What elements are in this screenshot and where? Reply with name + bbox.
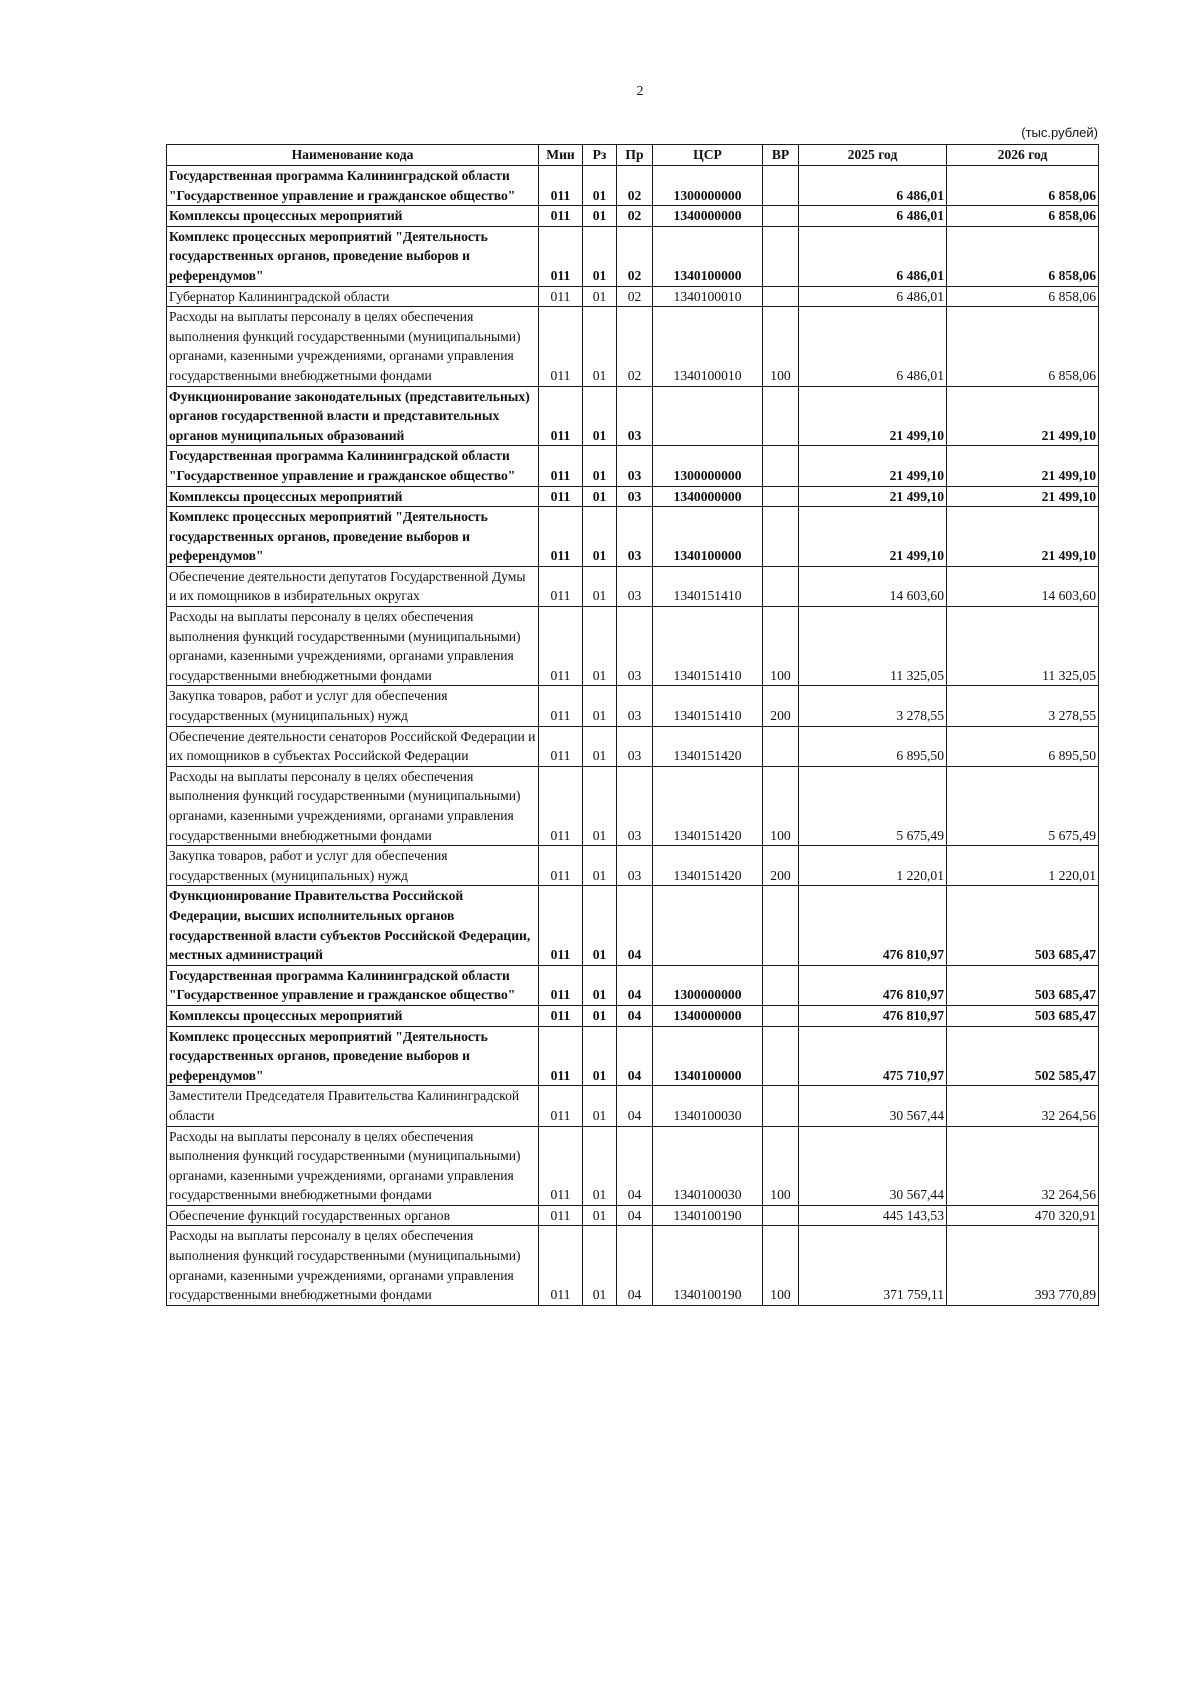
cell-name: Заместители Председателя Правительства Калининградской области <box>167 1086 539 1126</box>
cell-vr: 200 <box>763 686 799 726</box>
table-row <box>167 206 1099 227</box>
cell-2025: 21 499,10 <box>799 486 947 507</box>
cell-2026: 21 499,10 <box>947 446 1099 486</box>
cell-pr: 03 <box>617 686 653 726</box>
cell-csr: 1340100030 <box>653 1126 763 1205</box>
cell-pr: 03 <box>617 486 653 507</box>
cell-2026: 21 499,10 <box>947 486 1099 507</box>
table-row <box>167 226 1099 286</box>
cell-rz: 01 <box>583 206 617 227</box>
table-row <box>167 566 1099 606</box>
cell-rz: 01 <box>583 1226 617 1305</box>
table-row <box>167 726 1099 766</box>
cell-pr: 04 <box>617 1026 653 1086</box>
cell-name: Закупка товаров, работ и услуг для обеспечения государственных (муниципальных) нужд <box>167 846 539 886</box>
cell-2026: 6 858,06 <box>947 166 1099 206</box>
cell-2025: 1 220,01 <box>799 846 947 886</box>
cell-pr: 04 <box>617 1205 653 1226</box>
cell-pr: 03 <box>617 566 653 606</box>
cell-min: 011 <box>539 166 583 206</box>
cell-min: 011 <box>539 446 583 486</box>
cell-min: 011 <box>539 286 583 307</box>
cell-name: Комплексы процессных мероприятий <box>167 486 539 507</box>
cell-pr: 02 <box>617 206 653 227</box>
cell-min: 011 <box>539 1205 583 1226</box>
cell-vr <box>763 166 799 206</box>
cell-2025: 6 895,50 <box>799 726 947 766</box>
cell-csr <box>653 386 763 446</box>
cell-pr: 03 <box>617 386 653 446</box>
cell-pr: 02 <box>617 286 653 307</box>
cell-pr: 03 <box>617 726 653 766</box>
cell-name: Губернатор Калининградской области <box>167 286 539 307</box>
cell-rz: 01 <box>583 566 617 606</box>
cell-rz: 01 <box>583 446 617 486</box>
table-row <box>167 1005 1099 1026</box>
cell-min: 011 <box>539 1005 583 1026</box>
cell-rz: 01 <box>583 846 617 886</box>
cell-pr: 03 <box>617 846 653 886</box>
cell-name: Расходы на выплаты персоналу в целях обеспечения выполнения функций государственными (муниципальными) органами, казенными учреждениями, органами управления государственными внебюджетными фондами <box>167 607 539 686</box>
table-row <box>167 1226 1099 1305</box>
cell-csr: 1340100190 <box>653 1226 763 1305</box>
cell-name: Обеспечение деятельности депутатов Государственной Думы и их помощников в избирательных округах <box>167 566 539 606</box>
table-row <box>167 286 1099 307</box>
table-row <box>167 607 1099 686</box>
cell-name: Комплекс процессных мероприятий "Деятельность государственных органов, проведение выборов и референдумов" <box>167 507 539 567</box>
budget-table <box>166 144 1099 1306</box>
cell-2026: 32 264,56 <box>947 1126 1099 1205</box>
cell-rz: 01 <box>583 286 617 307</box>
cell-pr: 03 <box>617 507 653 567</box>
cell-2026: 14 603,60 <box>947 566 1099 606</box>
cell-name: Обеспечение деятельности сенаторов Российской Федерации и их помощников в субъектах Российской Федерации <box>167 726 539 766</box>
unit-note: (тыс.рублей) <box>1021 125 1098 140</box>
cell-2025: 3 278,55 <box>799 686 947 726</box>
cell-2026: 6 858,06 <box>947 226 1099 286</box>
cell-vr: 100 <box>763 1126 799 1205</box>
cell-rz: 01 <box>583 1086 617 1126</box>
cell-rz: 01 <box>583 1005 617 1026</box>
table-row <box>167 1126 1099 1205</box>
cell-min: 011 <box>539 566 583 606</box>
cell-rz: 01 <box>583 507 617 567</box>
cell-name: Комплексы процессных мероприятий <box>167 206 539 227</box>
cell-pr: 02 <box>617 307 653 386</box>
cell-vr <box>763 386 799 446</box>
cell-2025: 21 499,10 <box>799 507 947 567</box>
table-row <box>167 965 1099 1005</box>
cell-name: Государственная программа Калининградской области "Государственное управление и гражданское общество" <box>167 446 539 486</box>
cell-vr <box>763 206 799 227</box>
cell-2025: 6 486,01 <box>799 206 947 227</box>
table-row <box>167 846 1099 886</box>
header-2025: 2025 год <box>799 145 947 166</box>
table-body <box>167 166 1099 1306</box>
cell-pr: 04 <box>617 886 653 965</box>
cell-2026: 502 585,47 <box>947 1026 1099 1086</box>
cell-min: 011 <box>539 607 583 686</box>
cell-2026: 503 685,47 <box>947 965 1099 1005</box>
cell-name: Закупка товаров, работ и услуг для обеспечения государственных (муниципальных) нужд <box>167 686 539 726</box>
cell-name: Обеспечение функций государственных органов <box>167 1205 539 1226</box>
table-row <box>167 766 1099 845</box>
cell-csr: 1340000000 <box>653 1005 763 1026</box>
cell-csr <box>653 886 763 965</box>
cell-vr: 100 <box>763 607 799 686</box>
cell-2025: 21 499,10 <box>799 386 947 446</box>
cell-vr <box>763 486 799 507</box>
cell-2026: 32 264,56 <box>947 1086 1099 1126</box>
cell-min: 011 <box>539 226 583 286</box>
cell-pr: 02 <box>617 166 653 206</box>
cell-min: 011 <box>539 686 583 726</box>
cell-csr: 1300000000 <box>653 166 763 206</box>
cell-min: 011 <box>539 965 583 1005</box>
table-row <box>167 386 1099 446</box>
cell-2026: 6 858,06 <box>947 286 1099 307</box>
cell-min: 011 <box>539 386 583 446</box>
cell-vr <box>763 1005 799 1026</box>
cell-2025: 475 710,97 <box>799 1026 947 1086</box>
cell-rz: 01 <box>583 486 617 507</box>
cell-2025: 14 603,60 <box>799 566 947 606</box>
cell-vr: 100 <box>763 766 799 845</box>
table-row <box>167 886 1099 965</box>
cell-name: Функционирование Правительства Российской Федерации, высших исполнительных органов государственной власти субъектов Российской Федерации, местных администраций <box>167 886 539 965</box>
cell-min: 011 <box>539 1086 583 1126</box>
cell-min: 011 <box>539 507 583 567</box>
cell-pr: 03 <box>617 766 653 845</box>
cell-rz: 01 <box>583 766 617 845</box>
cell-name: Расходы на выплаты персоналу в целях обеспечения выполнения функций государственными (муниципальными) органами, казенными учреждениями, органами управления государственными внебюджетными фондами <box>167 766 539 845</box>
cell-min: 011 <box>539 1226 583 1305</box>
cell-2026: 6 895,50 <box>947 726 1099 766</box>
cell-vr <box>763 286 799 307</box>
cell-vr: 200 <box>763 846 799 886</box>
cell-csr: 1340151410 <box>653 686 763 726</box>
cell-2025: 445 143,53 <box>799 1205 947 1226</box>
cell-2026: 470 320,91 <box>947 1205 1099 1226</box>
header-vr: ВР <box>763 145 799 166</box>
cell-pr: 02 <box>617 226 653 286</box>
header-rz: Рз <box>583 145 617 166</box>
cell-pr: 04 <box>617 1005 653 1026</box>
cell-rz: 01 <box>583 607 617 686</box>
cell-2026: 5 675,49 <box>947 766 1099 845</box>
cell-name: Государственная программа Калининградской области "Государственное управление и гражданское общество" <box>167 965 539 1005</box>
cell-name: Комплекс процессных мероприятий "Деятельность государственных органов, проведение выборов и референдумов" <box>167 1026 539 1086</box>
cell-2026: 3 278,55 <box>947 686 1099 726</box>
cell-csr: 1340151420 <box>653 766 763 845</box>
table-row <box>167 1026 1099 1086</box>
cell-rz: 01 <box>583 1126 617 1205</box>
cell-rz: 01 <box>583 886 617 965</box>
cell-rz: 01 <box>583 726 617 766</box>
cell-rz: 01 <box>583 226 617 286</box>
cell-rz: 01 <box>583 166 617 206</box>
cell-pr: 03 <box>617 607 653 686</box>
cell-2026: 21 499,10 <box>947 386 1099 446</box>
cell-csr: 1340100000 <box>653 226 763 286</box>
cell-csr: 1340100010 <box>653 286 763 307</box>
cell-name: Комплекс процессных мероприятий "Деятельность государственных органов, проведение выборов и референдумов" <box>167 226 539 286</box>
table-row <box>167 686 1099 726</box>
cell-rz: 01 <box>583 386 617 446</box>
cell-rz: 01 <box>583 1026 617 1086</box>
header-csr: ЦСР <box>653 145 763 166</box>
table-row <box>167 446 1099 486</box>
cell-csr: 1340151410 <box>653 566 763 606</box>
cell-pr: 03 <box>617 446 653 486</box>
cell-vr <box>763 965 799 1005</box>
cell-2026: 503 685,47 <box>947 1005 1099 1026</box>
header-2026: 2026 год <box>947 145 1099 166</box>
cell-2025: 371 759,11 <box>799 1226 947 1305</box>
cell-min: 011 <box>539 1026 583 1086</box>
table-row <box>167 307 1099 386</box>
cell-min: 011 <box>539 486 583 507</box>
cell-name: Функционирование законодательных (представительных) органов государственной власти и представительных органов муниципальных образований <box>167 386 539 446</box>
cell-vr <box>763 1026 799 1086</box>
cell-name: Государственная программа Калининградской области "Государственное управление и гражданское общество" <box>167 166 539 206</box>
cell-csr: 1340151420 <box>653 846 763 886</box>
cell-min: 011 <box>539 206 583 227</box>
cell-rz: 01 <box>583 1205 617 1226</box>
cell-vr <box>763 226 799 286</box>
cell-csr: 1340100010 <box>653 307 763 386</box>
header-name: Наименование кода <box>167 145 539 166</box>
cell-min: 011 <box>539 1126 583 1205</box>
cell-min: 011 <box>539 886 583 965</box>
table-row <box>167 507 1099 567</box>
cell-2026: 6 858,06 <box>947 307 1099 386</box>
cell-name: Расходы на выплаты персоналу в целях обеспечения выполнения функций государственными (муниципальными) органами, казенными учреждениями, органами управления государственными внебюджетными фондами <box>167 307 539 386</box>
cell-2026: 21 499,10 <box>947 507 1099 567</box>
cell-csr: 1340100190 <box>653 1205 763 1226</box>
cell-2025: 5 675,49 <box>799 766 947 845</box>
header-pr: Пр <box>617 145 653 166</box>
cell-2026: 6 858,06 <box>947 206 1099 227</box>
cell-vr <box>763 507 799 567</box>
cell-2026: 503 685,47 <box>947 886 1099 965</box>
cell-rz: 01 <box>583 686 617 726</box>
cell-name: Расходы на выплаты персоналу в целях обеспечения выполнения функций государственными (муниципальными) органами, казенными учреждениями, органами управления государственными внебюджетными фондами <box>167 1226 539 1305</box>
cell-csr: 1340100000 <box>653 1026 763 1086</box>
cell-2025: 6 486,01 <box>799 286 947 307</box>
cell-csr: 1340100000 <box>653 507 763 567</box>
cell-vr <box>763 446 799 486</box>
cell-pr: 04 <box>617 965 653 1005</box>
cell-2026: 11 325,05 <box>947 607 1099 686</box>
cell-vr <box>763 1205 799 1226</box>
cell-vr <box>763 726 799 766</box>
cell-rz: 01 <box>583 307 617 386</box>
cell-vr <box>763 886 799 965</box>
table-row <box>167 1086 1099 1126</box>
cell-2025: 6 486,01 <box>799 226 947 286</box>
cell-csr: 1340100030 <box>653 1086 763 1126</box>
cell-pr: 04 <box>617 1126 653 1205</box>
table-row <box>167 1205 1099 1226</box>
cell-csr: 1340151410 <box>653 607 763 686</box>
table-row <box>167 166 1099 206</box>
cell-csr: 1340000000 <box>653 206 763 227</box>
cell-min: 011 <box>539 726 583 766</box>
cell-vr: 100 <box>763 307 799 386</box>
cell-min: 011 <box>539 307 583 386</box>
cell-2025: 21 499,10 <box>799 446 947 486</box>
table-header-row <box>167 145 1099 166</box>
cell-2025: 476 810,97 <box>799 965 947 1005</box>
cell-csr: 1300000000 <box>653 446 763 486</box>
cell-name: Расходы на выплаты персоналу в целях обеспечения выполнения функций государственными (муниципальными) органами, казенными учреждениями, органами управления государственными внебюджетными фондами <box>167 1126 539 1205</box>
cell-csr: 1340151420 <box>653 726 763 766</box>
cell-name: Комплексы процессных мероприятий <box>167 1005 539 1026</box>
page-number: 2 <box>636 84 644 99</box>
cell-2025: 6 486,01 <box>799 307 947 386</box>
cell-min: 011 <box>539 766 583 845</box>
cell-2026: 393 770,89 <box>947 1226 1099 1305</box>
cell-min: 011 <box>539 846 583 886</box>
cell-csr: 1300000000 <box>653 965 763 1005</box>
cell-2026: 1 220,01 <box>947 846 1099 886</box>
cell-2025: 30 567,44 <box>799 1126 947 1205</box>
cell-2025: 11 325,05 <box>799 607 947 686</box>
cell-2025: 6 486,01 <box>799 166 947 206</box>
cell-pr: 04 <box>617 1226 653 1305</box>
cell-rz: 01 <box>583 965 617 1005</box>
cell-csr: 1340000000 <box>653 486 763 507</box>
cell-2025: 476 810,97 <box>799 886 947 965</box>
cell-vr: 100 <box>763 1226 799 1305</box>
cell-vr <box>763 566 799 606</box>
header-min: Мин <box>539 145 583 166</box>
cell-vr <box>763 1086 799 1126</box>
cell-pr: 04 <box>617 1086 653 1126</box>
cell-2025: 30 567,44 <box>799 1086 947 1126</box>
table-row <box>167 486 1099 507</box>
cell-2025: 476 810,97 <box>799 1005 947 1026</box>
